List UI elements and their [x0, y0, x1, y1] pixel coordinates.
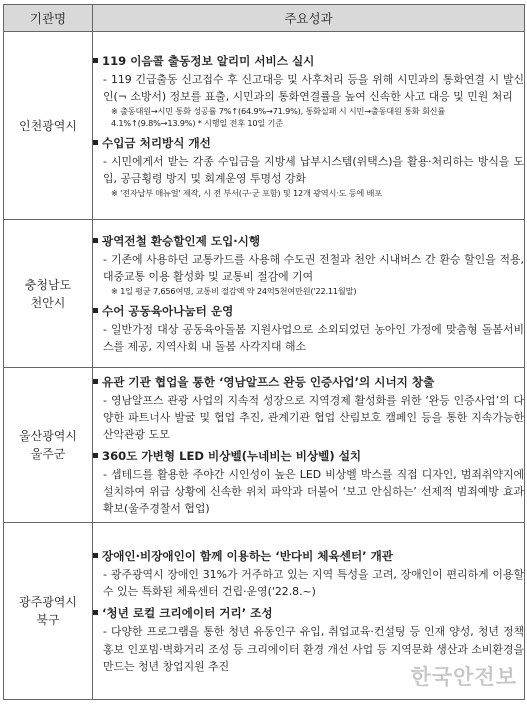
- achievement-note: ※ 1일 평균 7,656여명, 교통비 절감액 약 24억5천여만원('22.11월말): [111, 286, 357, 297]
- dash-bullet-icon: -: [103, 468, 107, 481]
- org-cell: [4, 523, 93, 700]
- achievement-title-text: 수입금 처리방식 개선: [102, 135, 211, 150]
- achievement-detail: [93, 466, 524, 517]
- org-name: 북구: [36, 613, 60, 627]
- achievement-title: [93, 53, 524, 70]
- result-cell: [93, 32, 525, 220]
- achievement-detail-text: 일반가정 대상 공동육아돌봄 지원사업으로 소외되었던 농아인 가정에 맞춤형 돌봄서비스를 제공, 지역사회 내 돌봄 사각지대 해소: [103, 322, 524, 353]
- achievement-detail-text: 광주광역시 장애인 31%가 거주하고 있는 지역 특성을 고려, 장애인이 편리하게 이용할 수 있는 특화된 체육센터 건립·운영('22.8.~): [103, 568, 524, 599]
- item-gap: [93, 298, 524, 302]
- org-cell: [4, 220, 93, 368]
- square-bullet-icon: [93, 58, 98, 63]
- achievement-detail-text: 시민에게서 받는 각종 수입금을 지방세 납부시스템(위택스)을 활용·처리하는 방식을 도입, 공금횡령 방지 및 회계운영 투명성 강화: [103, 154, 524, 185]
- org-name: 충청남도: [24, 277, 72, 292]
- square-bullet-icon: [93, 553, 98, 558]
- achievement-title: [93, 233, 524, 250]
- square-bullet-icon: [93, 379, 98, 384]
- result-column-header: 주요성과: [93, 5, 525, 32]
- table-row: [4, 32, 525, 220]
- achievement-detail: [93, 71, 524, 105]
- dash-bullet-icon: -: [103, 253, 107, 267]
- achievement-detail: [93, 566, 524, 600]
- square-bullet-icon: [93, 238, 98, 243]
- dash-bullet-icon: -: [103, 625, 107, 639]
- item-gap: [93, 443, 524, 447]
- achievement-detail: [93, 321, 524, 355]
- org-name: 울주군: [30, 447, 66, 461]
- achievement-detail: [93, 153, 524, 187]
- square-bullet-icon: [93, 140, 98, 145]
- achievement-title: [93, 605, 524, 622]
- header-row: [4, 5, 525, 32]
- achievement-title-text: 수어 공동육아나눔터 운영: [102, 303, 234, 318]
- org-name: 광주광역시: [19, 595, 77, 609]
- achievement-title: [93, 135, 524, 152]
- org-cell: [4, 32, 93, 220]
- achievements-table: [3, 4, 525, 700]
- result-cell: [93, 220, 525, 368]
- item-gap: [93, 130, 524, 134]
- item-gap: [93, 600, 524, 604]
- achievement-detail-text: 기존에 사용하던 교통카드를 사용해 수도권 전철과 천안 시내버스 간 환승 할인을 적용, 대중교통 이용 활성화 및 교통비 절감에 기여: [103, 253, 524, 284]
- achievement-title: [93, 374, 524, 391]
- dash-bullet-icon: -: [103, 154, 107, 168]
- achievement-detail: [93, 251, 524, 285]
- dash-bullet-icon: -: [103, 393, 107, 407]
- dash-bullet-icon: -: [103, 322, 107, 336]
- achievement-detail-text: 119 긴급출동 신고접수 후 신고대응 및 사후처리 등을 위해 시민과의 통화연결 시 발신인(¬ 소방서) 정보를 표출, 시민과의 통화연결률을 높여 신속한 사고 대응 및 민원 처리: [103, 72, 524, 103]
- achievement-title-text: 장애인·비장애인이 함께 이용하는 ‘반다비 체육센터’ 개관: [102, 549, 393, 564]
- org-name: 인천광역시: [19, 118, 77, 133]
- achievement-title-text: ‘청년 로컬 크리에이터 거리’ 조성: [102, 606, 273, 621]
- achievement-title: [93, 448, 524, 465]
- achievement-detail-text: 셉테드를 활용한 주야간 시인성이 높은 LED 비상벨 박스를 직접 디자인, 범죄취약지에 설치하여 위급 상황에 신속한 위치 파악과 더불어 ‘보고 안심하는’ 선제적 범죄예방 효과 확보(울주경찰서 협업): [103, 468, 524, 516]
- achievement-title-text: 119 이음콜 출동정보 알리미 서비스 실시: [102, 53, 315, 68]
- table-body: [4, 32, 525, 700]
- dash-bullet-icon: -: [103, 568, 107, 582]
- square-bullet-icon: [93, 610, 98, 615]
- achievement-title-text: 360도 가변형 LED 비상벨(누네비는 비상벨) 설치: [102, 449, 362, 463]
- achievement-title-text: 유관 기관 협업을 통한 ‘영남알프스 완등 인증사업’의 시너지 창출: [102, 374, 435, 389]
- org-name: 울산광역시: [19, 429, 77, 443]
- result-cell: [93, 368, 525, 523]
- achievement-detail-text: 다양한 프로그램을 통한 청년 유동인구 유입, 취업교육·컨설팅 등 인재 양성, 청년 정책 홍보 인포빔·벽화거리 조성 등 크리에이터 환경 개선 사업 등 지역문화 생산과 소비환경을 만드는 청년 창업지원 추진: [103, 625, 524, 673]
- achievement-detail: [93, 392, 524, 443]
- achievement-title: [93, 548, 524, 565]
- watermark: 한국안전보: [410, 665, 517, 689]
- org-column-header: 기관명: [4, 5, 93, 32]
- table-row: [4, 368, 525, 523]
- org-name: 천안시: [30, 295, 66, 310]
- square-bullet-icon: [93, 308, 98, 313]
- achievement-note: ※ 출동대원→시민 통화 성공률 7%↑(64.9%→71.9%), 통화실패 시 시민→출동대원 통화 회신률 4.1%↑(9.8%→13.9%) * 시행일 전후 10일 기준: [111, 105, 446, 129]
- dash-bullet-icon: -: [103, 72, 107, 86]
- achievement-title: [93, 303, 524, 320]
- achievement-title-text: 광역전철 환승할인제 도입·시행: [102, 234, 261, 249]
- table-row: [4, 220, 525, 368]
- achievement-detail-text: 영남알프스 관광 사업의 지속적 성장으로 지역경제 활성화를 위한 ‘완등 인증사업’의 다양한 파트너사 발굴 및 협업 추진, 관계기관 협업 산림보호 캠페인 등을 통한 지속가능한 산악관광 도모: [103, 393, 524, 441]
- achievement-note: ※ '전자납부 매뉴얼' 제작, 시 전 부서(구·군 포함) 및 12개 광역시·도 등에 배포: [111, 187, 382, 198]
- square-bullet-icon: [93, 453, 98, 458]
- org-cell: [4, 368, 93, 523]
